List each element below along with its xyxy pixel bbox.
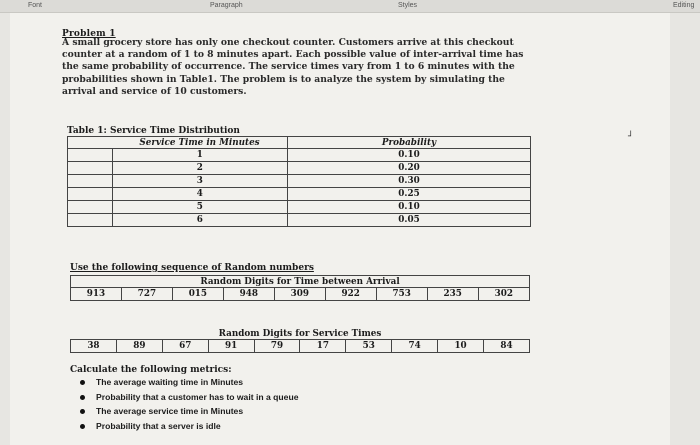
ribbon-editing-label[interactable]: Editing <box>673 2 695 9</box>
metric-text: Probability that a customer has to wait in a queue <box>96 391 299 402</box>
document-page <box>10 13 670 445</box>
ribbon-styles-label[interactable]: Styles <box>398 2 418 9</box>
bullet-icon <box>80 395 85 400</box>
table-row <box>68 149 531 162</box>
table-header-row <box>68 137 531 149</box>
arrival-digit-cell: 015 <box>172 288 223 301</box>
table-header-service-time: Service Time in Minutes <box>112 137 288 149</box>
bullet-icon <box>80 409 85 414</box>
service-digits-caption: Random Digits for Service Times <box>71 328 530 340</box>
service-digit-cell: 53 <box>346 340 392 353</box>
table-header-probability: Probability <box>288 137 531 149</box>
list-item <box>80 375 298 390</box>
service-digit-cell: 91 <box>208 340 254 353</box>
table-row <box>68 162 531 175</box>
arrival-digit-cell: 235 <box>427 288 478 301</box>
service-time-table <box>67 136 531 227</box>
table-row <box>68 175 531 188</box>
metric-text: Probability that a server is idle <box>96 420 221 431</box>
arrival-digit-cell: 913 <box>71 288 122 301</box>
list-item <box>80 390 298 405</box>
arrival-digits-row <box>71 288 530 301</box>
table-row <box>68 214 531 227</box>
ribbon-bar <box>0 0 700 13</box>
arrival-digit-cell: 922 <box>325 288 376 301</box>
service-digit-cell: 17 <box>300 340 346 353</box>
probability-cell: 0.20 <box>288 162 531 175</box>
probability-cell: 0.10 <box>288 149 531 162</box>
bullet-icon <box>80 380 85 385</box>
table-row <box>68 188 531 201</box>
random-numbers-caption: Use the following sequence of Random numbers <box>70 263 314 273</box>
text-cursor-icon: ┘ <box>628 132 634 142</box>
service-time-cell: 6 <box>112 214 288 227</box>
arrival-digit-cell: 727 <box>121 288 172 301</box>
service-time-cell: 5 <box>112 201 288 214</box>
ribbon-font-label[interactable]: Font <box>28 2 43 9</box>
service-digit-cell: 38 <box>71 340 117 353</box>
service-digit-cell: 79 <box>254 340 300 353</box>
list-item <box>80 404 298 419</box>
arrival-digits-caption: Random Digits for Time between Arrival <box>71 276 530 288</box>
service-digits-table <box>70 328 530 353</box>
metric-text: The average waiting time in Minutes <box>96 377 244 387</box>
ribbon-paragraph-label[interactable]: Paragraph <box>210 2 243 9</box>
service-digit-cell: 89 <box>116 340 162 353</box>
arrival-digit-cell: 948 <box>223 288 274 301</box>
bullet-icon <box>80 424 85 429</box>
service-digit-cell: 10 <box>438 340 484 353</box>
table1-caption: Table 1: Service Time Distribution <box>67 126 240 136</box>
probability-cell: 0.05 <box>288 214 531 227</box>
arrival-digits-table <box>70 275 530 301</box>
service-digit-cell: 84 <box>484 340 530 353</box>
metrics-caption: Calculate the following metrics: <box>70 365 232 375</box>
service-time-cell: 3 <box>112 175 288 188</box>
probability-cell: 0.10 <box>288 201 531 214</box>
arrival-digit-cell: 302 <box>478 288 529 301</box>
metrics-list <box>80 375 298 433</box>
table-row <box>68 201 531 214</box>
service-digit-cell: 67 <box>162 340 208 353</box>
probability-cell: 0.25 <box>288 188 531 201</box>
service-time-cell: 4 <box>112 188 288 201</box>
service-time-cell: 2 <box>112 162 288 175</box>
table-header-blank <box>68 137 113 149</box>
problem-description: A small grocery store has only one checkout counter. Customers arrive at this checkout counter at a random of 1 to 8 minutes apart. Each possible value of inter-arrival time has the same probability of occurrence. The service times vary from 1 to 6 minutes with the probabilities shown in Table1. The problem is to analyze the system by simulating the arrival and service of 10 customers. <box>62 37 524 97</box>
metric-text: The average service time in Minutes <box>96 406 244 416</box>
service-digits-row <box>71 340 530 353</box>
arrival-digit-cell: 309 <box>274 288 325 301</box>
probability-cell: 0.30 <box>288 175 531 188</box>
service-time-cell: 1 <box>112 149 288 162</box>
service-digit-cell: 74 <box>392 340 438 353</box>
arrival-digit-cell: 753 <box>376 288 427 301</box>
problem-title: Problem 1 <box>62 29 116 39</box>
list-item <box>80 419 298 434</box>
